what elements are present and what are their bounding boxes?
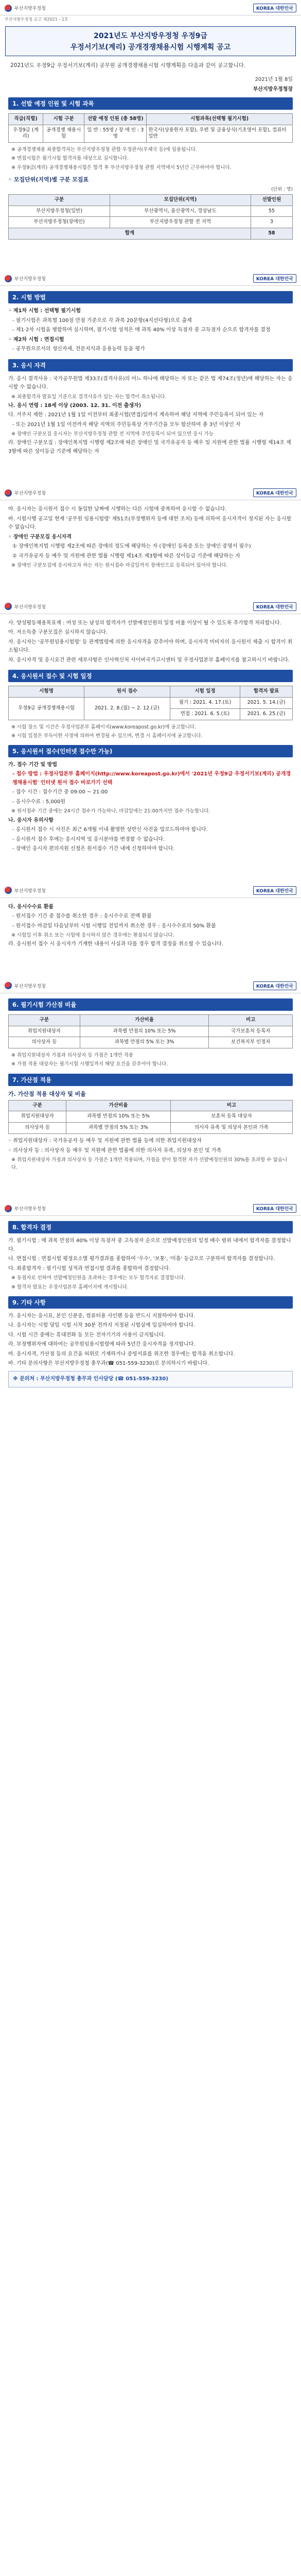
note-line: ※ 장애인 구분모집 응시자는 부산지방우정청 관할 전 지역에 주민등록이 되어 있으면 응시 가능 [11,431,214,437]
subsection-heading: 가. 가산점 적용 대상자 및 비율 [8,1090,86,1097]
note-line: ※ 시험 장소 및 시간은 우정사업본부 홈페이지(www.koreapost.go.kr)에 공고합니다. [11,724,197,730]
table-cell: 부산지방우정청(장애인) [9,217,110,228]
notice-title-line1: 2021년도 부산지방우정청 우정9급 [94,32,207,40]
table-cell: 보훈처 등록 대상자 [170,1111,292,1123]
korea-logo: KOREA 대한민국 [253,602,296,611]
section-heading: 6. 필기시험 가산점 비율 [8,998,293,1011]
page-header [0,599,301,614]
paragraph: 다. 시험 시간 중에는 휴대전화 등 모든 전자기기의 사용이 금지됩니다. [8,1332,166,1338]
page-4 [0,599,301,883]
paragraph: - 원서접수 기간 중 접수를 취소한 경우 : 응시수수료 전액 환불 [12,913,152,920]
table-cell: 일 반 : 55명 / 장 애 인 : 3명 [84,125,147,143]
note-line: ※ 시험일 이후 취소 또는 시험에 응시하지 않은 경우에는 환불되지 않습니다. [11,933,174,939]
page-header [0,978,301,993]
section-heading: 2. 시험 방법 [8,291,293,303]
table-header: 원서 접수 [84,686,170,698]
notice-date: 2021년 1월 8일 [255,76,293,82]
org-label: 부산지방우정청 [5,275,46,282]
notice-number: 부산지방우정청 공고 제2021 - 1호 [5,17,68,22]
paragraph: 라. 응시원서 접수 시 응시자가 기재한 내용이 사실과 다를 경우 합격 결정을 취소할 수 있습니다. [8,941,223,947]
table-cell: 취업지원대상자 [9,1026,80,1037]
table-header: 비고 [170,1100,292,1111]
paragraph: 마. 응시자격, 가산점 등의 요건을 허위로 기재하거나 증빙서류를 위조한 경우에는 합격을 취소합니다. [8,1351,235,1357]
table-cell: 55 [251,206,292,217]
paragraph: ◦ 취업지원대상자 : 국가유공자 등 예우 및 지원에 관한 법률 등에 의한 취업지원대상자 [8,1138,202,1144]
government-emblem-icon [5,1205,12,1212]
note-line: ※ 최종합격자 발표일 기준으로 결격사유가 있는 자는 합격이 취소됩니다. [11,394,167,400]
page-header [0,0,301,15]
section-heading: 3. 응시 자격 [8,359,293,371]
org-label [5,5,46,12]
table-header: 가산비율 [80,1014,209,1026]
korea-logo: KOREA 대한민국 [253,886,296,895]
table-header: 직급(직렬) [9,113,43,125]
table-header: 구분 [9,194,110,206]
unit-label: (단위 : 명) [271,187,293,192]
paragraph: 라. 장애인 구분모집 : 장애인복지법 시행령 제2조에 따른 장애인 및 국가유공자 등 예우 및 지원에 관한 법률 시행령 제14조 제3항에 따른 상이등급 기준에 해당하는 자 [8,440,291,454]
paragraph: 가. 응시자는 응시표, 본인 신분증, 컴퓨터용 사인펜 등을 반드시 지참하여야 합니다. [8,1313,196,1319]
table-cell: 의사상자 등 [9,1123,66,1134]
note-line: ※ 합격자 발표는 우정사업본부 홈페이지에 게시합니다. [11,1284,129,1290]
table-cell: 공개경쟁 채용시험 [43,125,84,143]
paragraph: - 제1·2차 시험을 병합하여 실시하며, 필기시험 성적은 매 과목 40% 이상 득점자 중 고득점자 순으로 합격자를 결정 [12,327,271,333]
korea-logo: KOREA 대한민국 [253,274,296,283]
bonus-table [8,1014,293,1048]
table-row [9,1111,293,1123]
page-header [0,485,301,500]
org-label: 부산지방우정청 [5,982,46,989]
table-cell: 면접 : 2021. 6. 5.(토) [170,708,240,720]
intro-text: 2021년도 우정9급 우정서기보(계리) 공무원 공개경쟁채용시험 시행계획을 다음과 같이 공고합니다. [10,62,246,69]
org-label: 부산지방우정청 [5,603,46,610]
paragraph: - 응시원서 접수 시 사진은 최근 6개월 이내 촬영한 상반신 사진을 업로드하여야 합니다. [12,827,208,833]
quota-table [8,113,293,143]
table-row [9,228,293,240]
government-emblem-icon [5,603,12,610]
section-heading: 4. 응시원서 접수 및 시험 일정 [8,670,293,682]
table-header: 구분 [9,1014,80,1026]
table-header: 모집단위(지역) [110,194,251,206]
paragraph: 사. 양성평등채용목표제 : 여성 또는 남성의 합격자가 선발예정인원의 일정 비율 이상이 될 수 있도록 추가합격 처리합니다. [8,620,281,626]
korea-logo: KOREA 대한민국 [253,981,296,990]
table-cell: 한국사(상용한자 포함), 우편 및 금융상식(기초영어 포함), 컴퓨터 일반 [147,125,293,143]
paragraph: ◦ 제1차 시험 : 선택형 필기시험 [8,308,81,314]
page-7 [0,1200,301,1406]
table-header: 시험명 [9,686,84,698]
table-header: 시험 구분 [43,113,84,125]
paragraph: ◦ 장애인 구분모집 응시자격 [8,534,72,540]
table-cell: 합계 [9,228,251,240]
page-header [0,270,301,286]
page-1 [0,0,301,270]
table-cell: 2021. 6. 25.(금) [240,708,293,720]
paragraph: 다. 응시수수료 환불 [8,904,54,910]
table-row [9,697,293,708]
page-header [0,1200,301,1216]
contact-box [8,1371,293,1388]
table-cell: 2021. 2. 8.(월) ~ 2. 12.(금) [84,697,170,720]
table-cell: 부산광역시, 울산광역시, 경상남도 [110,206,251,217]
paragraph: - 응시수수료 : 5,000원 [12,799,66,805]
table-cell: 의사상자 등 [9,1037,80,1048]
paragraph: - 응시원서 접수 후에는 응시지역 및 응시분야를 변경할 수 없습니다. [12,836,165,842]
table-cell: 우정9급 공개경쟁채용시험 [9,697,84,720]
table-header: 합격자 발표 [240,686,293,698]
paragraph: - 또는 2021년 1월 1일 이전까지 해당 지역의 주민등록상 거주기간을 모두 합산하여 총 3년 이상인 자 [12,421,241,428]
table-cell: 과목별 만점의 10% 또는 5% [80,1026,209,1037]
paragraph: 나. 면접시험 : 면접시험 평정요소별 평가결과를 종합하여 '우수', '보통', '미흡' 등급으로 구분하여 합격자를 결정합니다. [8,1256,275,1262]
paragraph: 바. 시험시행 공고일 현재 '공무원 임용시험령' 제51조(부정행위자 등에 대한 조치) 등에 의하여 응시자격이 정지된 자는 응시할 수 없습니다. [8,516,292,531]
note-line: ※ 공개경쟁채용 최종합격자는 부산지방우정청 관할 우정관서(우체국 등)에 임용됩니다. [11,147,197,153]
table-cell: 58 [251,228,292,240]
section-heading: 8. 합격자 결정 [8,1221,293,1233]
table-row [9,125,293,143]
paragraph: 나. 응시자 유의사항 [8,817,54,823]
korea-logo: KOREA 대한민국 [253,4,296,12]
paragraph: 가. 응시 결격사유 : 국가공무원법 제33조(결격사유)의 어느 하나에 해당하는 자 또는 같은 법 제74조(정년)에 해당하는 자는 응시할 수 없습니다. [8,376,293,391]
bonus-detail-table [8,1100,293,1134]
table-cell: 과목별 만점의 10% 또는 5% [66,1111,171,1123]
paragraph: - 장애인 응시자 편의지원 신청은 원서접수 기간 내에 신청하여야 합니다. [12,846,175,852]
page-3 [0,485,301,598]
note-line: ※ 가점 적용 대상자는 필기시험 시행일까지 해당 요건을 갖추어야 합니다. [11,1061,168,1067]
paragraph: 아. 저소득층 구분모집은 실시하지 않습니다. [8,630,108,636]
table-cell: 과목별 만점의 5% 또는 3% [66,1123,171,1134]
government-emblem-icon [5,275,12,282]
org-label: 부산지방우정청 [5,887,46,894]
page-5 [0,883,301,978]
paragraph: - 공무원으로서의 정신자세, 전문지식과 응용능력 등을 평가 [12,346,145,352]
note-line: ※ 원서접수 기간 중에는 24시간 접수가 가능하나, 마감일에는 21:00까지만 접수 가능합니다. [11,808,210,815]
paragraph: 마. 응시자는 응시원서 접수 시 동일한 날짜에 시행하는 다른 시험에 중복하여 응시할 수 없습니다. [8,506,227,513]
paragraph: 다. 최종합격자 : 필기시험 성적과 면접시험 결과를 종합하여 결정합니다. [8,1265,171,1272]
paragraph: 나. 응시자는 시험 당일 시험 시작 30분 전까지 지정된 시험실에 입실하여야 합니다. [8,1323,196,1329]
section-heading: 5. 응시원서 접수(인터넷 접수만 가능) [8,745,293,757]
note-line: ※ 취업지원대상자 가점과 의사상자 등 가점은 1개만 적용 [11,1053,134,1059]
schedule-table [8,686,293,720]
table-cell: 보건복지부 인정자 [209,1037,293,1048]
paragraph: 가. 접수 기간 및 방법 [8,761,58,768]
page-2 [0,270,301,485]
table-row [9,1026,293,1037]
table-row [9,1037,293,1048]
note-line: ※ 취업지원대상자 가점과 의사상자 등 가점은 1개만 적용되며, 가점을 받아 합격한 자가 선발예정인원의 30%를 초과할 수 없습니다. [11,1157,288,1171]
paragraph: - 접수 시간 : 접수기간 중 09:00 ~ 21:00 [12,789,108,795]
org-label: 부산지방우정청 [5,489,46,497]
note-line: ※ 장애인 구분모집에 응시하고자 하는 자는 원서접수 마감일까지 장애인으로 등록되어 있어야 합니다. [11,563,228,569]
paragraph: ◦ 의사상자 등 : 의사상자 등 예우 및 지원에 관한 법률에 의한 의사자 유족, 의상자 본인 및 가족 [8,1147,222,1154]
notice-title-box [5,26,296,56]
paragraph: - 원서접수 마감일 다음날부터 시험 시행일 전일까지 취소한 경우 : 응시수수료의 50% 환불 [12,923,216,929]
table-header: 구분 [9,1100,66,1111]
paragraph: - 접수 방법 : 우정사업본부 홈페이지(http://www.koreapost.go.kr)에서 '2021년 우정9급 우정서기보(계리) 공개경쟁채용시험' 인터넷 원서 접수 바로가기 선택 [12,771,291,786]
table-cell: 과목별 만점의 5% 또는 3% [80,1037,209,1048]
table-header: 비고 [209,1014,293,1026]
note-line: ※ 면접시험은 필기시험 합격자를 대상으로 실시합니다. [11,156,129,162]
table-cell: 우정9급 (계리) [9,125,43,143]
table-cell: 필기 : 2021. 4. 17.(토) [170,697,240,708]
table-cell: 취업지원대상자 [9,1111,66,1123]
org-name: 부산지방우정청 [14,6,46,11]
table-cell: 2021. 5. 14.(금) [240,697,293,708]
table-cell: 부산지방우정청(일반) [9,206,110,217]
paragraph: 차. 응시자격 및 응시요건 관련 세부사항은 인사혁신처 사이버국가고시센터 및 우정사업본부 홈페이지를 참고하시기 바랍니다. [8,657,290,663]
notice-signer: 부산지방우정청장 [253,86,293,92]
org-label: 부산지방우정청 [5,1205,46,1212]
section-heading: 9. 기타 사항 [8,1296,293,1309]
government-emblem-icon [5,982,12,989]
page-6 [0,978,301,1201]
page-header [0,883,301,898]
table-header: 선발 예정 인원 (총 58명) [84,113,147,125]
table-row [9,206,293,217]
table-cell: 부산지방우정청 관할 전 지역 [110,217,251,228]
table-row [9,1123,293,1134]
paragraph: 나. 응시 연령 : 18세 이상 (2003. 12. 31. 이전 출생자) [8,402,141,409]
government-emblem-icon [5,887,12,894]
notice-title-line2: 우정서기보(계리) 공개경쟁채용시험 시행계획 공고 [70,43,231,52]
note-line: ※ 시험 일정은 부득이한 사정에 의하여 변경될 수 있으며, 변경 시 홈페이지에 공고합니다. [11,733,203,739]
note-line: ※ 우정9급(계리) 공개경쟁채용시험은 합격 후 부산지방우정청 관할 지역에서 5년간 근무하여야 합니다. [11,164,232,171]
korea-logo: KOREA 대한민국 [253,1204,296,1213]
note-line: ※ 동점자로 인하여 선발예정인원을 초과하는 경우에는 모두 합격자로 결정합니다. [11,1275,185,1281]
table-header: 시험 일정 [170,686,240,698]
table-header: 선발인원 [251,194,292,206]
paragraph: 바. 기타 문의사항은 부산지방우정청 총무과(☎ 051-559-3230)로 문의하시기 바랍니다. [8,1361,209,1367]
paragraph: 라. 부정행위자에 대하여는 공무원임용시험령에 따라 5년간 응시자격을 정지합니다. [8,1342,196,1348]
paragraph: 자. 응시자는 '공무원임용시험령' 등 관계법령에 의한 응시자격을 갖추어야 하며, 응시자격 미비자의 응시원서 제출 시 합격이 취소됩니다. [8,639,293,654]
paragraph: 가. 필기시험 : 매 과목 만점의 40% 이상 득점자 중 고득점자 순으로 선발예정인원의 일정 배수 범위 내에서 합격자를 결정합니다. [8,1238,291,1252]
table-cell: 3 [251,217,292,228]
table-cell: 국가보훈처 등록자 [209,1026,293,1037]
region-table [8,194,293,240]
subsection-heading: ◦ 모집단위(지역)별 구분 모집표 [8,176,89,183]
government-emblem-icon [5,489,12,497]
paragraph: 다. 거주지 제한 : 2021년 1월 1일 이전부터 최종시험(면접)일까지 계속하여 해당 지역에 주민등록이 되어 있는 자 [8,412,264,418]
paragraph: ① 장애인복지법 시행령 제2조에 따른 장애의 정도에 해당하는 자 (장애인 등록증 또는 장애인 증명서 필수) [12,544,251,550]
table-row [9,217,293,228]
table-cell: 의사자 유족 및 의상자 본인과 가족 [170,1123,292,1134]
korea-logo: KOREA 대한민국 [253,488,296,497]
contact-line: ※ 문의처 : 부산지방우정청 총무과 인사담당 (☎ 051-559-3230) [13,1376,168,1382]
section-heading: 1. 선발 예정 인원 및 시험 과목 [8,97,293,110]
section-heading: 7. 가산점 적용 [8,1074,293,1086]
paragraph: - 필기시험은 과목별 100점 만점 기준으로 각 과목 20문항(4지선다형)으로 출제 [12,317,192,324]
table-header: 가산비율 [66,1100,171,1111]
paragraph: ② 국가유공자 등 예우 및 지원에 관한 법률 시행령 제14조 제3항에 따른 상이등급 기준에 해당하는 자 [12,553,240,559]
table-header: 시험과목(선택형 필기시험) [147,113,293,125]
paragraph: ◦ 제2차 시험 : 면접시험 [8,336,64,343]
government-emblem-icon [5,5,12,12]
